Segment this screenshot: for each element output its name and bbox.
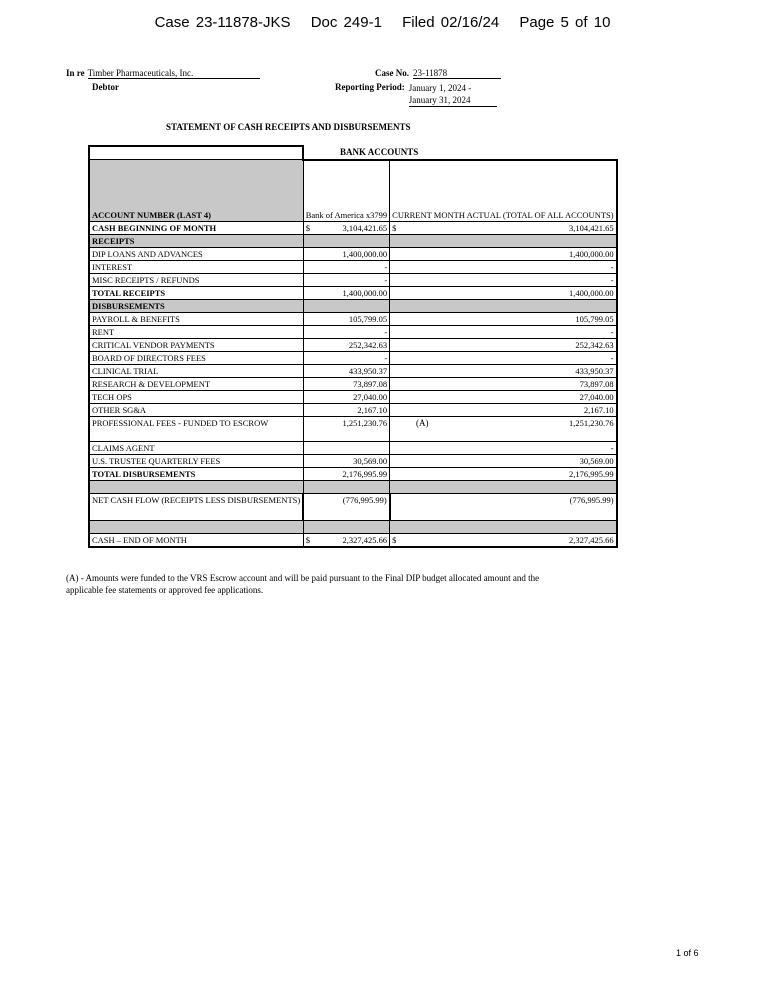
bank-value: - bbox=[303, 351, 389, 364]
row-label: DIP LOANS AND ADVANCES bbox=[89, 247, 303, 260]
amount: 2,327,425.66 bbox=[342, 534, 388, 545]
row-label: INTEREST bbox=[89, 260, 303, 273]
column-header-row bbox=[89, 160, 617, 222]
section-label: RECEIPTS bbox=[89, 234, 303, 247]
total-value: 1,400,000.00 bbox=[390, 247, 617, 260]
total-value: 1,251,230.76 bbox=[390, 416, 617, 441]
total-value: 105,799.05 bbox=[390, 312, 617, 325]
spacer-row bbox=[89, 480, 617, 493]
table-row bbox=[89, 454, 617, 467]
table-row bbox=[89, 351, 617, 364]
row-label: CASH BEGINNING OF MONTH bbox=[89, 221, 303, 234]
bank-value: 27,040.00 bbox=[303, 390, 389, 403]
subtotal-row bbox=[89, 286, 617, 299]
table-row bbox=[89, 416, 617, 441]
row-label: TOTAL RECEIPTS bbox=[89, 286, 303, 299]
bank-value: 1,251,230.76 bbox=[303, 416, 389, 441]
account-number-header: ACCOUNT NUMBER (LAST 4) bbox=[89, 160, 303, 222]
total-value bbox=[390, 221, 617, 234]
bank-value: 30,569.00 bbox=[303, 454, 389, 467]
total-value: 2,176,995.99 bbox=[390, 467, 617, 480]
total-value: 252,342.63 bbox=[390, 338, 617, 351]
bank-value: 73,897.08 bbox=[303, 377, 389, 390]
bank-value: - bbox=[303, 273, 389, 286]
row-label: MISC RECEIPTS / REFUNDS bbox=[89, 273, 303, 286]
row-label: CRITICAL VENDOR PAYMENTS bbox=[89, 338, 303, 351]
table-row bbox=[89, 364, 617, 377]
bank-value bbox=[303, 441, 389, 454]
blank-header-cell bbox=[89, 146, 303, 160]
court-header bbox=[0, 14, 765, 31]
spacer-row bbox=[89, 520, 617, 533]
amount: 2,327,425.66 bbox=[568, 534, 614, 545]
statement-title: STATEMENT OF CASH RECEIPTS AND DISBURSEMENTS bbox=[166, 122, 411, 132]
total-value: - bbox=[390, 260, 617, 273]
bank-value bbox=[303, 221, 389, 234]
table-row bbox=[89, 441, 617, 454]
dollar-sign: $ bbox=[392, 222, 397, 233]
bank-value: 2,176,995.99 bbox=[303, 467, 389, 480]
page-number: 1 of 6 bbox=[676, 948, 699, 958]
total-value: - bbox=[390, 351, 617, 364]
case-no-value: 23-11878 bbox=[413, 68, 501, 79]
section-label: DISBURSEMENTS bbox=[89, 299, 303, 312]
reporting-period-value bbox=[409, 82, 497, 107]
bank-value: - bbox=[303, 325, 389, 338]
table-row bbox=[89, 377, 617, 390]
bank-column-header: Bank of America x3799 bbox=[303, 160, 389, 222]
table-top-row bbox=[89, 146, 617, 160]
table-row bbox=[89, 260, 617, 273]
row-label: CASH – END OF MONTH bbox=[89, 533, 303, 547]
table-row bbox=[89, 403, 617, 416]
period-start: January 1, 2024 - bbox=[408, 83, 472, 93]
total-value bbox=[390, 533, 617, 547]
section-row bbox=[89, 234, 617, 247]
amount: 3,104,421.65 bbox=[342, 222, 388, 233]
row-label: RENT bbox=[89, 325, 303, 338]
bank-accounts-label: BANK ACCOUNTS bbox=[340, 147, 419, 157]
debtor-name: Timber Pharmaceuticals, Inc. bbox=[88, 68, 260, 79]
row-label: NET CASH FLOW (RECEIPTS LESS DISBURSEMENTS) bbox=[89, 493, 303, 520]
row-label: OTHER SG&A bbox=[89, 403, 303, 416]
filed-date-header: Filed 02/16/24 bbox=[402, 14, 500, 31]
amount: 3,104,421.65 bbox=[568, 222, 614, 233]
row-label: U.S. TRUSTEE QUARTERLY FEES bbox=[89, 454, 303, 467]
total-value: 2,167.10 bbox=[390, 403, 617, 416]
total-value: 27,040.00 bbox=[390, 390, 617, 403]
debtor-label: Debtor bbox=[92, 82, 119, 92]
row-label: PROFESSIONAL FEES - FUNDED TO ESCROW bbox=[89, 416, 303, 441]
bank-value: 2,167.10 bbox=[303, 403, 389, 416]
table-row bbox=[89, 221, 617, 234]
bank-value bbox=[303, 533, 389, 547]
doc-number-header: Doc 249-1 bbox=[310, 14, 382, 31]
dollar-sign: $ bbox=[392, 534, 397, 545]
case-number-header: Case 23-11878-JKS bbox=[154, 14, 291, 31]
footnote-marker-a: (A) bbox=[416, 418, 429, 428]
bank-value: 433,950.37 bbox=[303, 364, 389, 377]
total-value: (776,995.99) bbox=[390, 493, 617, 520]
bank-value: 1,400,000.00 bbox=[303, 286, 389, 299]
row-label: CLINICAL TRIAL bbox=[89, 364, 303, 377]
total-value: 30,569.00 bbox=[390, 454, 617, 467]
total-value: 1,400,000.00 bbox=[390, 286, 617, 299]
bank-value: 1,400,000.00 bbox=[303, 247, 389, 260]
table-row bbox=[89, 312, 617, 325]
total-column-header: CURRENT MONTH ACTUAL (TOTAL OF ALL ACCOUNTS) bbox=[390, 160, 617, 222]
bank-value: (776,995.99) bbox=[303, 493, 389, 520]
table-row bbox=[89, 273, 617, 286]
footnote-text: (A) - Amounts were funded to the VRS Escrow account and will be paid pursuant to the Final DIP budget allocated amount and the applicable fee statements or approved fee applications. bbox=[66, 573, 540, 595]
page-of-header: Page 5 of 10 bbox=[519, 14, 611, 31]
row-label: CLAIMS AGENT bbox=[89, 441, 303, 454]
in-re-line bbox=[66, 68, 260, 79]
subtotal-row bbox=[89, 467, 617, 480]
bank-value: 252,342.63 bbox=[303, 338, 389, 351]
total-value: - bbox=[390, 441, 617, 454]
table-row bbox=[89, 493, 617, 520]
case-no-label: Case No. bbox=[375, 68, 409, 78]
in-re-label: In re bbox=[66, 68, 85, 78]
reporting-period bbox=[335, 82, 497, 107]
table-row bbox=[89, 338, 617, 351]
row-label: PAYROLL & BENEFITS bbox=[89, 312, 303, 325]
row-label: BOARD OF DIRECTORS FEES bbox=[89, 351, 303, 364]
bank-value: 105,799.05 bbox=[303, 312, 389, 325]
case-no-line bbox=[375, 68, 501, 79]
table-row bbox=[89, 247, 617, 260]
total-value: - bbox=[390, 325, 617, 338]
table-row bbox=[89, 390, 617, 403]
dollar-sign: $ bbox=[305, 534, 310, 545]
row-label: TECH OPS bbox=[89, 390, 303, 403]
dollar-sign: $ bbox=[305, 222, 310, 233]
table-row bbox=[89, 533, 617, 547]
table-row bbox=[89, 325, 617, 338]
total-value: 433,950.37 bbox=[390, 364, 617, 377]
row-label: TOTAL DISBURSEMENTS bbox=[89, 467, 303, 480]
row-label: RESEARCH & DEVELOPMENT bbox=[89, 377, 303, 390]
cash-statement-table bbox=[88, 145, 618, 548]
period-end: January 31, 2024 bbox=[408, 95, 471, 105]
section-row bbox=[89, 299, 617, 312]
total-value: 73,897.08 bbox=[390, 377, 617, 390]
total-value: - bbox=[390, 273, 617, 286]
reporting-period-label: Reporting Period: bbox=[335, 82, 405, 92]
bank-value: - bbox=[303, 260, 389, 273]
